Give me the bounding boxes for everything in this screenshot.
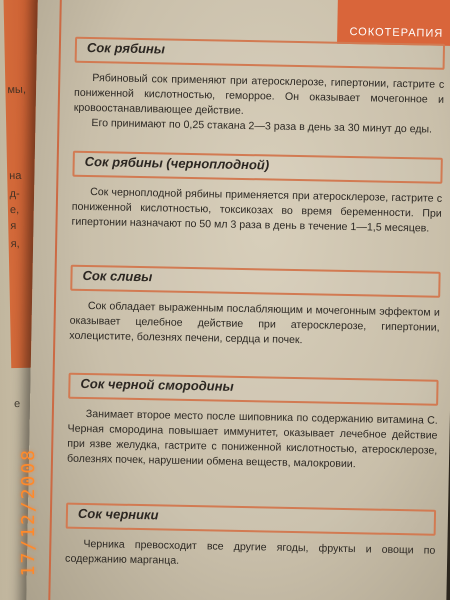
paragraph: Сок обладает выраженным послабляющим и мочегонным эффектом и оказывает целебное действие при атеросклерозе, гипертонии, холецистите, болезнях печени, сердца и почек. [69,300,440,347]
section-blueberry-juice [65,503,436,574]
paragraph: Его принимают по 0,25 стакана 2—3 раза в день за 30 минут до еды. [91,117,433,136]
book-page [26,0,450,600]
section-body [73,71,444,138]
margin-rule [48,0,62,600]
section-body [71,185,442,237]
left-page-fragment: е, [9,203,20,217]
left-page-fragment: е [13,397,21,411]
section-title: Сок черники [77,505,159,523]
paragraph: Черника превосходит все другие ягоды, фрукты и овощи по содержанию марганца. [64,537,436,567]
left-page-fragment: мы, [7,83,27,97]
section-title: Сок сливы [82,267,153,285]
section-blackcurrant-juice [67,373,439,474]
section-title-box [68,373,438,406]
left-page-fragment: я, [10,237,20,251]
left-page-fragment: я [10,219,17,233]
section-rowan-juice [73,37,445,138]
section-title: Сок черной смородины [80,375,234,394]
section-title-box [70,265,440,298]
section-body [69,299,440,351]
paragraph: Рябиновый сок применяют при атеросклерозе, гипертонии, гастрите с пониженной кислотностью, геморрое. Он оказывает мочегонное и кровоостанавливающее действие. [73,72,445,117]
left-page-fragment: д- [9,187,20,201]
running-head: СОКОТЕРАПИЯ [349,25,444,40]
section-title-box [66,503,436,536]
section-plum-juice [69,265,440,351]
section-chokeberry-juice [71,151,442,237]
photo-date-stamp: 17/12/2008 [18,448,39,577]
paragraph: Сок черноплодной рябины применяется при атеросклерозе, гастрите с пониженной кислотностью, токсикозах во время беременности. При гипертонии назначают по 50 мл 3 раза в день в течение 1—1,5 месяцев. [71,186,443,235]
section-title: Сок рябины [86,39,166,57]
section-body [65,537,436,574]
section-title-box [72,151,442,184]
section-body [67,407,438,474]
left-page-fragment: на [9,169,22,183]
section-title: Сок рябины (черноплодной) [84,153,270,173]
paragraph: Занимает второе место после шиповника по содержанию витамина С. Черная смородина повышает иммунитет, оказывает лечебное действие при язве желудка, гастрите с пониженной кислотностью, атеросклерозе, болезнях почек, нарушении обмена веществ, малокровии. [66,407,438,471]
